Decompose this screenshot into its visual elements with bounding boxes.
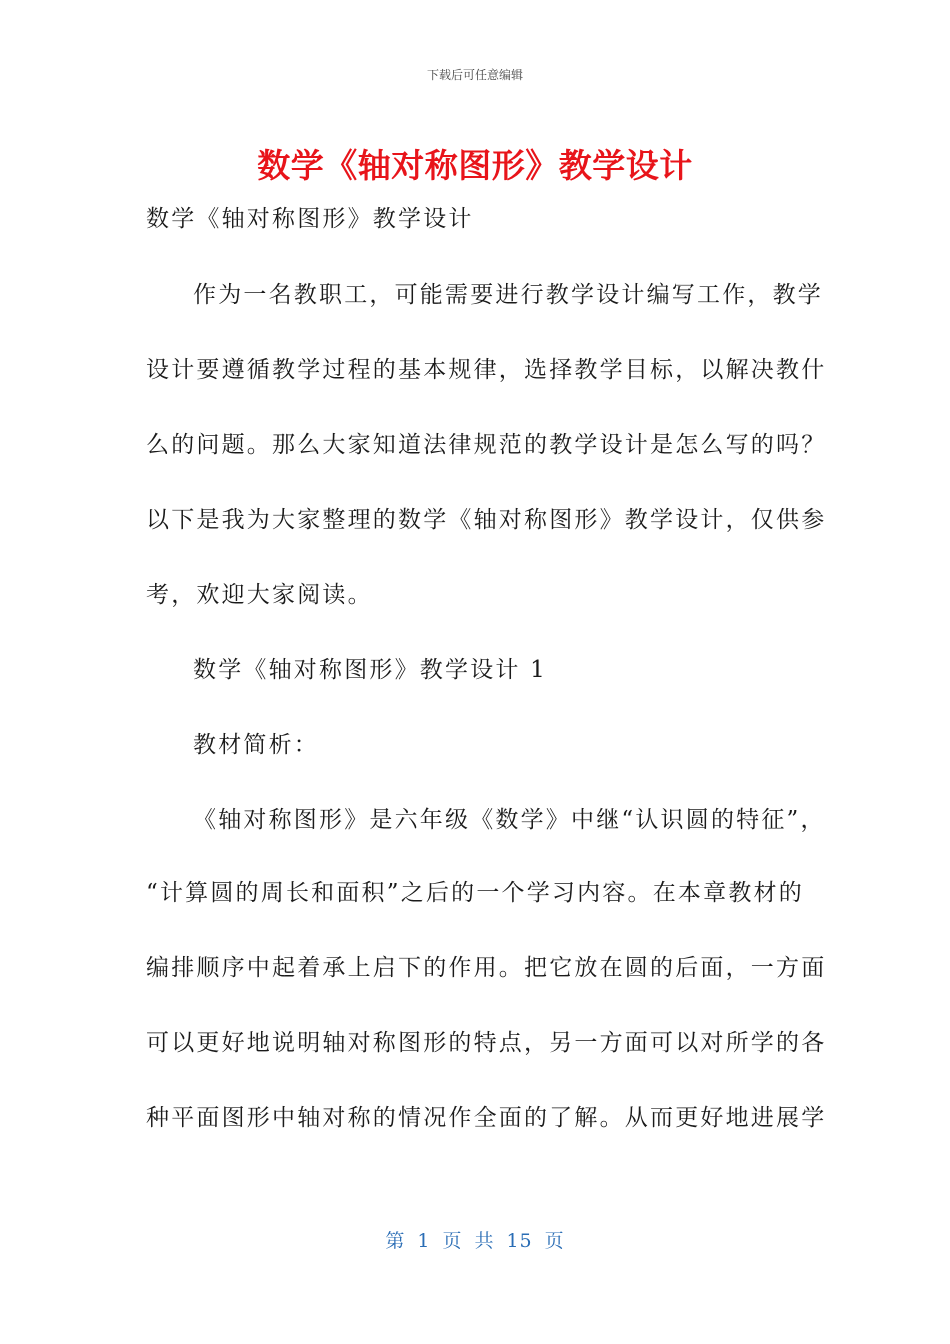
section-heading: 数学《轴对称图形》教学设计 1: [193, 657, 547, 683]
footer-page-label: 页: [442, 1230, 463, 1252]
footer-current-page: 1: [417, 1230, 431, 1252]
paragraph-line: 以下是我为大家整理的数学《轴对称图形》教学设计，仅供参: [146, 507, 827, 533]
section-subheading: 教材简析：: [193, 732, 319, 758]
page-number-footer: [0, 1226, 950, 1253]
footer-prefix: 第: [385, 1230, 406, 1252]
paragraph-line: 可以更好地说明轴对称图形的特点，另一方面可以对所学的各: [146, 1030, 827, 1056]
paragraph-line: 《轴对称图形》是六年级《数学》中继“认识圆的特征”，: [193, 807, 826, 833]
document-title: 数学《轴对称图形》教学设计: [257, 146, 693, 185]
paragraph-line: 编排顺序中起着承上启下的作用。把它放在圆的后面，一方面: [146, 955, 827, 981]
footer-total-prefix: 共: [474, 1230, 495, 1252]
paragraph-line: “计算圆的周长和面积”之后的一个学习内容。在本章教材的: [146, 880, 804, 906]
paragraph-line: 设计要遵循教学过程的基本规律，选择教学目标，以解决教什: [146, 357, 827, 383]
subtitle-line: 数学《轴对称图形》教学设计: [146, 206, 474, 232]
paragraph-line: 种平面图形中轴对称的情况作全面的了解。从而更好地进展学: [146, 1105, 827, 1131]
footer-total-pages: 15: [506, 1230, 533, 1252]
paragraph-line: 么的问题。那么大家知道法律规范的教学设计是怎么写的吗？: [146, 432, 827, 458]
paragraph-line: 考，欢迎大家阅读。: [146, 582, 373, 608]
header-note: 下载后可任意编辑: [426, 68, 523, 82]
paragraph-line: 作为一名教职工，可能需要进行教学设计编写工作，教学: [193, 282, 823, 308]
footer-suffix: 页: [544, 1230, 565, 1252]
